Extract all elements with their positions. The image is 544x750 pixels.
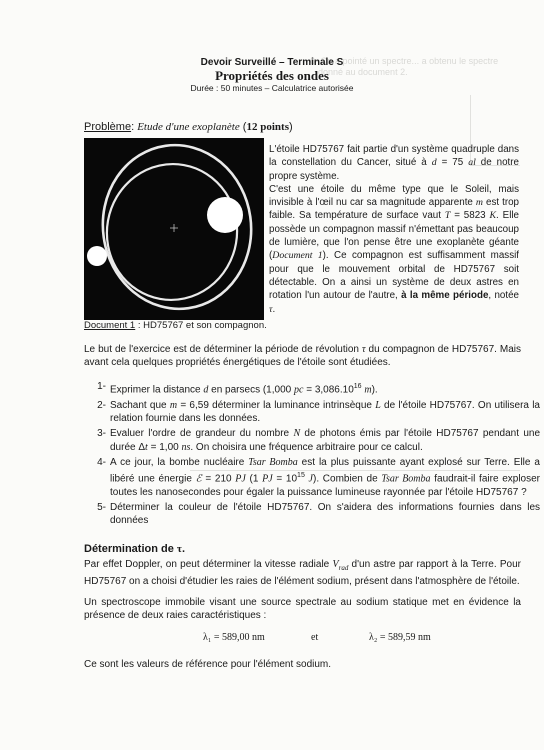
question-number: 3-	[97, 428, 106, 440]
star-description-p2: C'est une étoile du même type que le Soleil, mais invisible à l'œil nu car sa magnitude apparente m est trop faible. Sa température de surface vaut T = 5823 K. Elle possède un compagnon massif n'émettant pas beaucoup de lumière, que l'on pense être une exoplanète géante (Document 1). Ce compagnon est suffisamment massif pour que le mouvement orbital de HD75767 soit détectable. On a ainsi un système de deux astres en rotation l'un autour de l'autre, à la même période, notée τ.	[269, 183, 519, 315]
question-item: 2- Sachant que m = 6,59 déterminer la luminance intrinsèque L de l'étoile HD75767. On utilisera la relation fournie dans les données.	[110, 399, 540, 426]
header-duration: Durée : 50 minutes – Calculatrice autorisée	[190, 83, 354, 93]
doppler-paragraph: Par effet Doppler, on peut déterminer la vitesse radiale $V_{rad}$ d'un astre par rapport à la Terre. Pour HD75767 on a choisi d'étudier les raies de l'élément sodium, présent dans l'atmosphère de l'étoile.	[84, 559, 521, 588]
orbit-diagram	[84, 138, 264, 320]
question-number: 5-	[97, 502, 106, 514]
problem-points: 12 points	[246, 121, 289, 133]
header-title: Devoir Surveillé – Terminale S	[200, 57, 344, 68]
problem-subject: Etude d'une exoplanète	[137, 121, 240, 133]
star-description	[269, 143, 519, 316]
question-number: 1-	[97, 381, 106, 392]
connector: et	[311, 632, 319, 643]
question-list	[84, 380, 540, 530]
header-subject: Propriétés des ondes	[215, 68, 329, 83]
bleed-through-text: 6- On a pointé un spectre... a obtenu le spectre	[310, 56, 499, 66]
figure-caption-text: : HD75767 et son compagnon.	[135, 320, 267, 331]
question-item: 4- A ce jour, la bombe nucléaire Tsar Bomba est la plus puissante ayant explosé sur Terre. Elle a libéré une énergie ℰ = 210 PJ (1 PJ = $10^{15}$ J). Combien de Tsar Bomba faudrait-il faire exploser toutes les nanosecondes pour égaler la puissance lumineuse rayonnée par l'étoile HD75767 ?	[110, 456, 540, 499]
reference-note: Ce sont les valeurs de référence pour l'élément sodium.	[84, 659, 332, 670]
exoplanet-photo	[84, 138, 264, 320]
question-number: 4-	[97, 456, 106, 468]
star-description-p1: L'étoile HD75767 fait partie d'un système quadruple dans la constellation du Cancer, situé à d = 75 al de notre propre système.	[269, 144, 519, 182]
exercise-goal: Le but de l'exercice est de déterminer la période de révolution τ du compagnon de HD75767. Mais avant cela quelques propriétés énergétiques de l'étoile sont étudiées.	[84, 344, 521, 369]
question-item: 1- Exprimer la distance d en parsecs (1,000 pc = $3,086.10^{16}$ m).	[110, 380, 540, 397]
question-item: 3- Evaluer l'ordre de grandeur du nombre N de photons émis par l'étoile HD75767 pendant une durée Δt = 1,00 ns. On choisira une fréquence arbitraire pour ce calcul.	[110, 427, 540, 454]
figure-label: Document 1	[84, 320, 136, 331]
question-item: 5- Déterminer la couleur de l'étoile HD75767. On s'aidera des informations fournies dans les données	[110, 501, 540, 528]
problem-label: Problème	[84, 121, 132, 133]
spectroscope-paragraph: Un spectroscope immobile visant une source spectrale au sodium statique met en évidence la présence de deux raies caractéristiques :	[84, 597, 521, 622]
section-title: Détermination de τ.	[84, 543, 186, 555]
question-number: 2-	[97, 399, 106, 411]
problem-title: Problème: Etude d'une exoplanète (12 points)	[84, 121, 293, 133]
figure-caption	[84, 320, 267, 331]
lambda-2: λ₂ = 589,59 nm	[369, 632, 431, 643]
lambda-1: λ₁ = 589,00 nm	[203, 632, 265, 643]
bleed-through-text: donné au document 2.	[318, 67, 408, 77]
